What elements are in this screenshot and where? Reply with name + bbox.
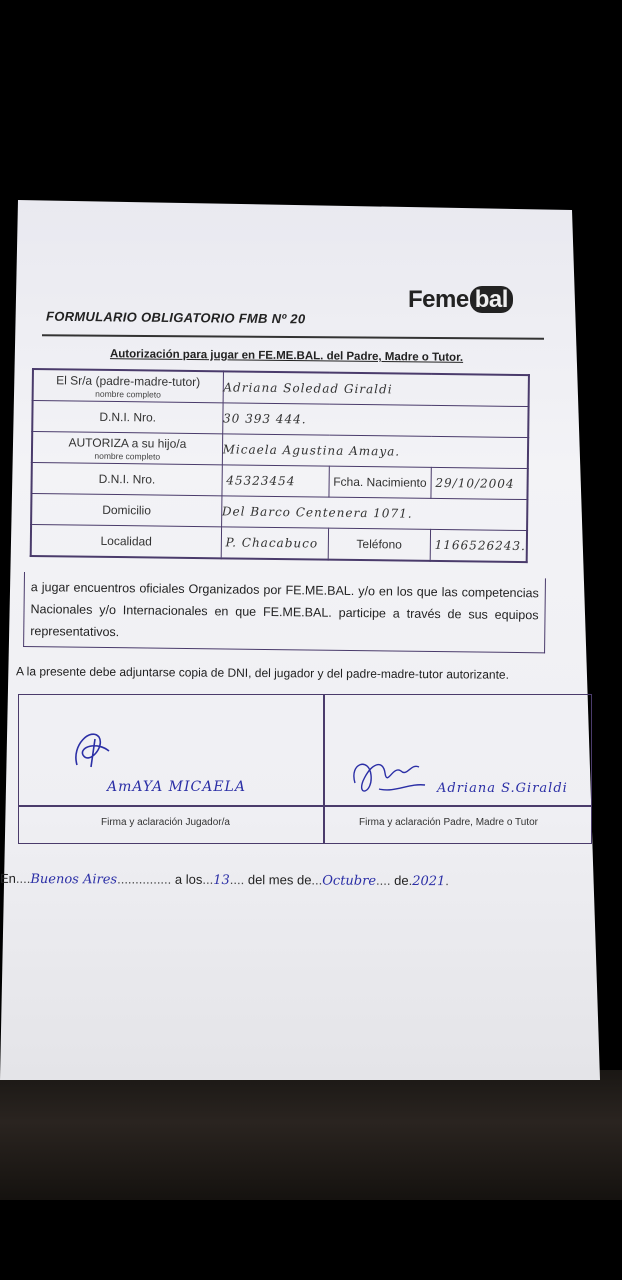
child-label-cell [32,432,223,465]
date-line: En....Buenos Aires............... a los...13.... del mes de...Octubre.... de.2021. [0,870,449,890]
date-year[interactable]: 2021 [412,873,446,890]
signature-box [18,694,592,844]
guardian-name-signature: Adriana S.Giraldi [437,781,568,796]
guardian-signature-caption: Firma y aclaración Padre, Madre o Tutor [359,817,538,828]
femebal-logo: Feme bal [408,286,513,314]
guardian-signature-mark [349,753,439,803]
child-sub-label: nombre completo [94,450,161,462]
locality-row [31,525,527,563]
guardian-dni-field[interactable]: 30 393 444. [222,403,528,438]
guardian-name-field[interactable]: Adriana Soledad Giraldi [223,371,529,406]
locality-label: Localidad [31,525,222,559]
phone-field[interactable]: 1166526243. [430,529,527,562]
child-dni-field[interactable]: 45323454 [222,465,329,497]
date-de: de [394,872,409,888]
authorization-text: a jugar encuentros oficiales Organizados por FE.ME.BAL. y/o en los que las competencias Nacionales y/o Internacionales en que FE.ME.BAL. participe a través de sus equipos representativos. [23,572,546,653]
floor-background [0,1070,622,1200]
date-place[interactable]: Buenos Aires [30,871,118,888]
address-label: Domicilio [31,494,222,527]
authorizes-label: AUTORIZA a su hijo/a [68,434,187,451]
child-dni-label: D.N.I. Nro. [31,463,222,496]
player-signature-caption: Firma y aclaración Jugador/a [101,817,230,828]
caption-divider [19,805,591,807]
date-del-mes: del mes de [247,872,312,888]
birth-date-field[interactable]: 29/10/2004 [431,467,528,499]
authorization-table [30,368,530,563]
guardian-sub-label: nombre completo [95,388,161,400]
date-day[interactable]: 13 [213,872,230,889]
date-a-los: a los [174,871,203,887]
phone-label: Teléfono [328,528,430,561]
player-name-signature: AmAYA MICAELA [107,779,246,795]
form-title: FORMULARIO OBLIGATORIO FMB Nº 20 [45,308,306,327]
player-signature-mark [69,725,119,775]
date-prefix: En [0,870,16,886]
guardian-dni-label: D.N.I. Nro. [32,401,223,434]
birth-date-label: Fcha. Nacimiento [329,466,431,498]
signature-divider [323,695,325,843]
attachment-note: A la presente debe adjuntarse copia de DNI, del jugador y del padre-madre-tutor autorizante. [15,664,510,682]
guardian-label: El Sr/a (padre-madre-tutor) [56,372,201,389]
date-month[interactable]: Octubre [322,873,377,889]
address-field[interactable]: Del Barco Centenera 1071. [221,496,527,531]
locality-field[interactable]: P. Chacabuco [221,527,329,560]
form-subtitle: Autorización para jugar en FE.ME.BAL. del Padre, Madre o Tutor. [109,348,464,364]
child-name-field[interactable]: Micaela Agustina Amaya. [222,434,528,469]
guardian-label-cell [33,369,224,403]
